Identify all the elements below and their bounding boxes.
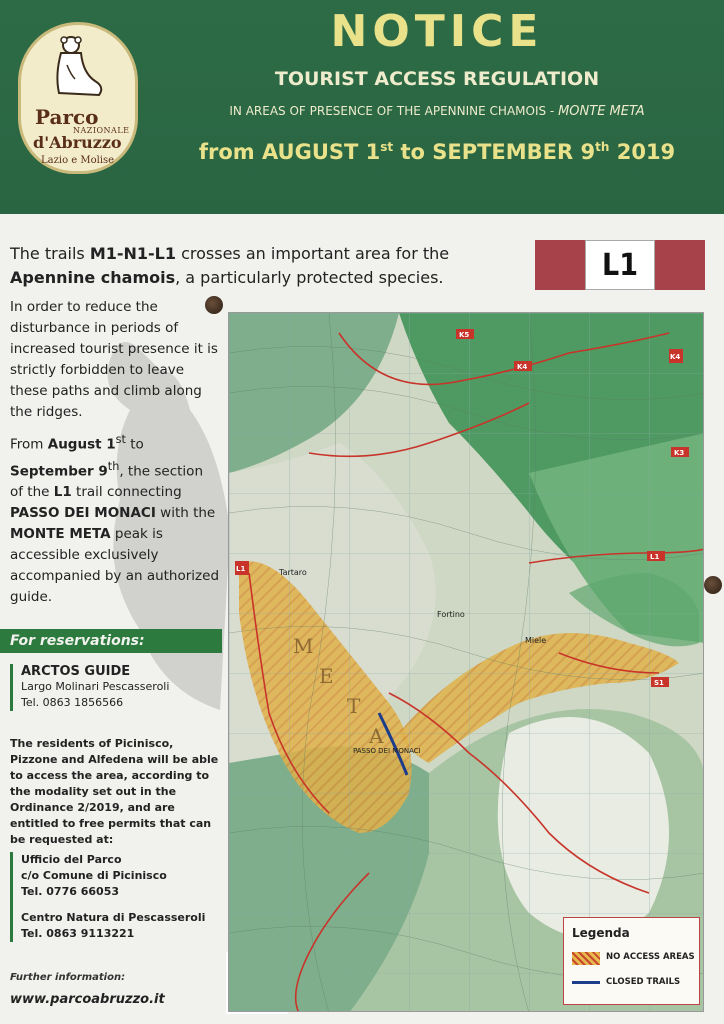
map-place-fortino: Fortino (437, 610, 465, 619)
map-place-tartaro: Tartaro (279, 568, 307, 577)
office-address-1: c/o Comune di Picinisco (21, 869, 167, 882)
map-label-l1: L1 (650, 553, 660, 561)
legend-closed-trails: CLOSED TRAILS (606, 977, 681, 987)
map-label-l1b: L1 (236, 565, 246, 573)
notice-subtitle: TOURIST ACCESS REGULATION (274, 68, 600, 90)
legend-title: Legenda (572, 926, 630, 940)
screw-icon (704, 576, 722, 594)
info-column (10, 297, 220, 614)
dates-sup2: th (595, 140, 610, 154)
dates-sup1: st (380, 140, 394, 154)
notice-dates (150, 140, 724, 164)
map-letter-t: T (347, 694, 361, 718)
p2-trail: L1 (53, 484, 72, 500)
p2-c: , the section of the (10, 463, 203, 500)
website-link[interactable]: www.parcoabruzzo.it (10, 992, 165, 1007)
notice-subline (150, 104, 724, 119)
office-name-1: Ufficio del Parco (21, 853, 122, 866)
guide-phone: Tel. 0863 1856566 (21, 696, 124, 709)
trail-badge (535, 240, 705, 290)
office-contacts (10, 852, 220, 942)
p2-date1-sup: st (115, 433, 126, 446)
further-info-label: Further information: (10, 972, 126, 983)
residents-text: The residents of Picinisco, Pizzone and Alfedena will be able to access the area, according to the modality set out in the Ordinance 2/2019, and are entitled to free permits that can be requested at: (10, 737, 219, 846)
logo-text-nazionale: NAZIONALE (73, 126, 130, 135)
logo-text-parco: Parco (35, 105, 99, 129)
lead-text (10, 242, 520, 290)
map-label-k3: K3 (674, 449, 685, 457)
trail-map[interactable] (228, 312, 704, 1012)
p2-date2: September 9 (10, 463, 108, 479)
dates-year: 2019 (609, 140, 676, 164)
map-label-k4: K4 (517, 363, 528, 371)
map-label-k5: K5 (459, 331, 470, 339)
park-logo (18, 22, 138, 174)
map-letter-m: M (293, 634, 314, 658)
p2-d: trail connecting (71, 484, 182, 500)
map-legend (563, 917, 700, 1005)
map-place-passo: PASSO DEI MONACI (353, 747, 421, 755)
p2-e: with the (155, 505, 216, 521)
dates-prefix: from AUGUST 1 (198, 140, 381, 164)
guide-address: Largo Molinari Pescasseroli (21, 680, 170, 693)
dates-middle: to SEPTEMBER 9 (393, 140, 596, 164)
subline-place: MONTE META (558, 104, 645, 119)
lead-part2: crosses an important area for the (176, 244, 450, 263)
guide-name: ARCTOS GUIDE (21, 664, 131, 679)
map-letter-a: A (369, 724, 384, 748)
lead-part1: The trails (10, 244, 90, 263)
office-name-2: Centro Natura di Pescasseroli (21, 911, 206, 924)
map-place-miele: Miele (525, 636, 547, 645)
bear-icon (49, 35, 107, 105)
trail-badge-label: L1 (585, 240, 655, 290)
topographic-map-graphic (229, 313, 704, 1012)
p2-b: to (125, 436, 144, 453)
office-phone-2: Tel. 0863 9113221 (21, 927, 135, 940)
legend-no-access: NO ACCESS AREAS (606, 952, 695, 962)
lead-species: Apennine chamois (10, 268, 176, 287)
lead-part3: , a particularly protected species. (175, 268, 444, 287)
closed-trail-swatch-icon (572, 981, 600, 984)
lead-trails: M1-N1-L1 (89, 244, 176, 263)
subline-main: IN AREAS OF PRESENCE OF THE APENNINE CHAMOIS - (229, 104, 559, 118)
p2-place2: MONTE META (10, 526, 111, 542)
guide-contact (10, 664, 220, 711)
header-banner (0, 0, 724, 214)
map-letter-e: E (319, 664, 334, 688)
p2-a: From (10, 436, 48, 453)
no-access-swatch-icon (572, 952, 600, 965)
info-para-1: In order to reduce the disturbance in periods of increased tourist presence it is strictly forbidden to leave these paths and climb along the ridges. (10, 299, 218, 420)
p2-date2-sup: th (107, 459, 120, 473)
office-phone-1: Tel. 0776 66053 (21, 885, 119, 898)
reservations-heading: For reservations: (0, 629, 222, 653)
p2-place1: PASSO DEI MONACI (10, 505, 156, 521)
map-label-k4b: K4 (670, 353, 681, 361)
logo-text-abruzzo: d'Abruzzo (33, 133, 122, 152)
p2-date1: August 1 (47, 436, 116, 453)
notice-title: NOTICE (330, 6, 544, 57)
map-label-s1: S1 (654, 679, 664, 687)
logo-text-region: Lazio e Molise (41, 155, 115, 166)
p2-f: peak is accessible exclusively accompanied by an authorized guide. (10, 526, 220, 605)
info-para-2 (10, 429, 220, 608)
